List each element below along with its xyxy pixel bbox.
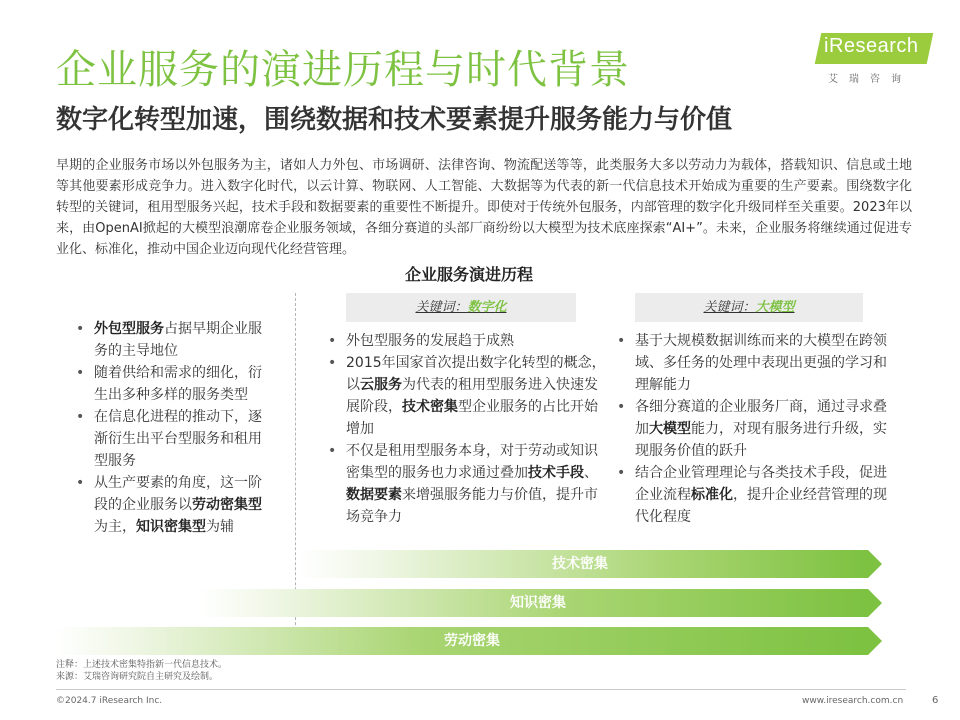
- bullet-text: 结合企业管理理论与各类技术手段，促进企业流程: [635, 465, 887, 503]
- bullet-text: ，提升企业经营管理的现代化程度: [635, 487, 887, 525]
- bullet-text: 为主，: [94, 519, 136, 535]
- copyright: ©2024.7 iResearch Inc.: [56, 696, 163, 706]
- arrow-head-icon: [868, 550, 882, 578]
- arrow-label: 技术密集: [552, 556, 608, 572]
- bullet-text: 为代表的租用型服务进入快速发展阶段，: [346, 377, 598, 415]
- bullet-text: 随着供给和需求的细化，衍生出多种多样的服务类型: [94, 365, 262, 403]
- bold-text: 知识密集型: [136, 519, 206, 535]
- bullet-text: 占据早期企业服务的主导地位: [94, 321, 262, 359]
- knowledge-intensive-arrow: [200, 589, 882, 617]
- logo-subtitle: 艾瑞咨询: [828, 74, 912, 85]
- bullet-item: [328, 330, 608, 352]
- arrow-head-icon: [868, 627, 882, 655]
- bold-text: 劳动密集型: [192, 497, 262, 513]
- bullet-text: 从生产要素的角度，这一阶段的企业服务以: [94, 475, 262, 513]
- stage3-bullets: [617, 330, 897, 528]
- chart-title: 企业服务演进历程: [405, 265, 534, 284]
- bullet-item: [76, 318, 271, 362]
- keyword-box-large-model: [635, 293, 863, 322]
- stage1-bullets: [76, 318, 271, 538]
- keyword-value: 大模型: [755, 300, 795, 315]
- arrow-label: 劳动密集: [444, 633, 500, 649]
- logo-text: iResearch: [824, 35, 919, 57]
- bullet-text: 2015年国家首次提出数字化转型的概念，以: [346, 355, 606, 393]
- footnotes: [56, 659, 227, 683]
- bullet-item: [76, 406, 271, 472]
- bullet-text: 型企业服务的占比开始增加: [346, 399, 598, 437]
- bullet-text: 在信息化进程的推动下，逐渐衍生出平台型服务和租用型服务: [94, 409, 262, 469]
- keyword-value: 数字化: [467, 300, 507, 315]
- bullet-text: 能力，对现有服务进行升级，实现服务价值的跃升: [635, 421, 887, 459]
- bold-text: 技术密集: [402, 399, 458, 415]
- keyword-prefix: 关键词：: [703, 300, 756, 315]
- bullet-text: 各细分赛道的企业服务厂商，通过寻求叠加: [635, 399, 887, 437]
- bullet-item: [76, 472, 271, 538]
- labor-intensive-arrow: [56, 627, 882, 655]
- website-link[interactable]: www.iresearch.com.cn: [802, 696, 904, 706]
- bullet-text: 基于大规模数据训练而来的大模型在跨领域、多任务的处理中表现出更强的学习和理解能力: [635, 333, 887, 393]
- bullet-text: 、: [584, 465, 598, 481]
- page-title: 企业服务的演进历程与时代背景: [56, 47, 630, 93]
- bullet-text: 不仅是租用型服务本身，对于劳动或知识密集型的服务也力求通过叠加: [346, 443, 598, 481]
- bullet-item: [617, 462, 897, 528]
- bullet-item: [617, 330, 897, 396]
- page-subtitle: 数字化转型加速，围绕数据和技术要素提升服务能力与价值: [56, 105, 733, 135]
- bold-text: 技术手段: [528, 465, 584, 481]
- intro-paragraph: 早期的企业服务市场以外包服务为主，诸如人力外包、市场调研、法律咨询、物流配送等等，此类服务大多以劳动力为载体，搭载知识、信息或土地等其他要素形成竞争力。进入数字化时代，以云计算、物联网、人工智能、大数据等为代表的新一代信息技术开始成为重要的生产要素。围绕数字化转型的关键词，租用型服务兴起，技术手段和数据要素的重要性不断提升。即使对于传统外包服务，内部管理的数字化升级同样至关重要。2023年以来，由OpenAI掀起的大模型浪潮席卷企业服务领域，各细分赛道的头部厂商纷纷以大模型为技术底座探索“AI+”。未来，企业服务将继续通过促进专业化、标准化，推动中国企业迈向现代化经营管理。: [56, 158, 912, 257]
- bullet-text: 来增强服务能力与价值，提升市场竞争力: [346, 487, 598, 525]
- bold-text: 外包型服务: [94, 321, 164, 337]
- arrow-label: 知识密集: [510, 595, 566, 611]
- bold-text: 数据要素: [346, 487, 402, 503]
- bold-text: 云服务: [360, 377, 402, 393]
- arrow-head-icon: [868, 589, 882, 617]
- bullet-item: [328, 352, 608, 440]
- bold-text: 大模型: [649, 421, 691, 437]
- keyword-prefix: 关键词：: [415, 300, 468, 315]
- keyword-box-digitalization: [346, 293, 576, 322]
- tech-intensive-arrow: [298, 550, 882, 578]
- bullet-item: [76, 362, 271, 406]
- iresearch-logo: [818, 30, 930, 86]
- bold-text: 标准化: [691, 487, 733, 503]
- source-text: 来源：艾瑞咨询研究院自主研究及绘制。: [56, 672, 219, 682]
- bullet-text: 为辅: [206, 519, 234, 535]
- page-number: 6: [932, 695, 939, 706]
- note-text: 注释：上述技术密集特指新一代信息技术。: [56, 660, 228, 670]
- bullet-item: [328, 440, 608, 528]
- stage2-bullets: [328, 330, 608, 528]
- footer-divider: [56, 689, 906, 690]
- bullet-item: [617, 396, 897, 462]
- bullet-text: 外包型服务的发展趋于成熟: [346, 333, 514, 349]
